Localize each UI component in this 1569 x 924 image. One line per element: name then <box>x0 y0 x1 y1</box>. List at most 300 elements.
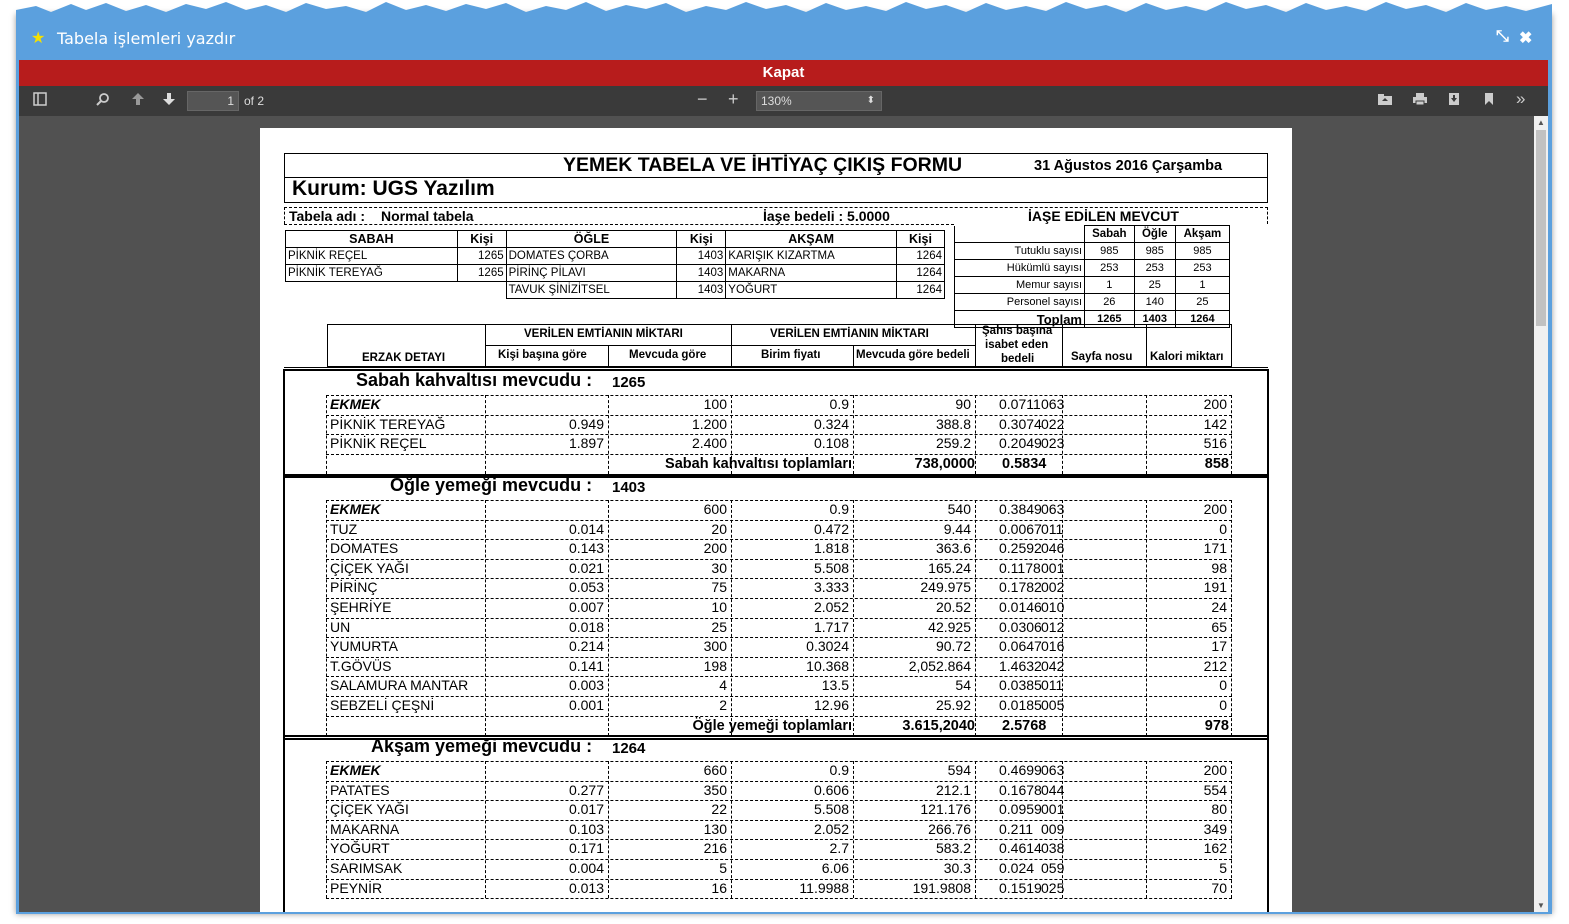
mevcut-header: Sabah <box>1085 226 1135 243</box>
menu-cell: 1403 <box>677 265 726 282</box>
item-row <box>326 637 1232 657</box>
item-sahis: 0.0385 <box>999 677 1042 694</box>
item-value: 100 <box>703 396 727 412</box>
item-value: 259.2 <box>935 435 971 452</box>
print-icon[interactable] <box>1412 92 1428 110</box>
mevcut-cell: 25 <box>1134 277 1175 294</box>
item-value: 2.400 <box>691 435 727 452</box>
item-value: 594 <box>947 762 971 778</box>
item-value: 121.176 <box>920 801 971 818</box>
mevcut-cell: 26 <box>1085 294 1135 311</box>
menu-cell: TAVUK ŞİNİZİTSEL <box>506 282 677 299</box>
item-value: 0 <box>1219 520 1227 537</box>
zoom-out-icon[interactable]: − <box>697 89 708 109</box>
item-value: 0.014 <box>568 520 604 537</box>
item-row <box>326 520 1232 540</box>
menu-row <box>286 248 945 265</box>
item-value: 165.24 <box>928 559 971 576</box>
item-value: 25 <box>711 618 727 635</box>
next-page-icon[interactable] <box>162 92 176 110</box>
item-value: 130 <box>703 820 727 837</box>
item-value: 600 <box>703 501 727 517</box>
mevcut-row <box>955 277 1230 294</box>
item-value: 98 <box>1211 559 1227 576</box>
item-value: 516 <box>1203 435 1227 452</box>
item-sahis: 0.0306 <box>999 618 1042 635</box>
menu-header: SABAH <box>286 231 458 248</box>
menu-cell: PİKNİK TEREYAĞ <box>286 265 458 282</box>
item-value: 5 <box>719 860 727 876</box>
title-bar <box>16 14 1552 60</box>
menu-cell: PİKNİK REÇEL <box>286 248 458 265</box>
item-value: 0.004 <box>568 860 604 876</box>
item-value: 0 <box>1219 697 1227 713</box>
menu-cell: DOMATES ÇORBA <box>506 248 677 265</box>
col-sahis-1: Şahıs başına <box>982 325 1053 337</box>
pdf-toolbar <box>19 86 1548 116</box>
item-value: 191.9808 <box>912 879 971 896</box>
kurum-label: Kurum: UGS Yazılım <box>292 177 495 200</box>
item-value: 2.052 <box>813 820 849 837</box>
mevcut-cell: 140 <box>1134 294 1175 311</box>
item-sahis: 0.0711 <box>999 396 1041 412</box>
form-title: YEMEK TABELA VE İHTİYAÇ ÇIKIŞ FORMU <box>563 154 963 176</box>
item-name: PİKNİK TEREYAĞ <box>330 415 446 432</box>
item-value: 80 <box>1211 801 1227 818</box>
item-value: 200 <box>1203 501 1227 517</box>
item-value: 0.214 <box>568 638 604 655</box>
item-sayfa: 010 <box>1041 599 1065 615</box>
mevcut-label: Personel sayısı <box>955 294 1085 311</box>
item-value: 191 <box>1203 579 1227 596</box>
item-value: 24 <box>1211 599 1227 615</box>
item-value: 9.44 <box>943 520 971 537</box>
item-sahis: 0.0959 <box>999 801 1042 818</box>
scroll-thumb[interactable] <box>1536 130 1546 326</box>
mevcut-label: Tutuklu sayısı <box>955 243 1085 260</box>
col-group1: VERİLEN EMTİANIN MİKTARI <box>524 328 683 340</box>
mevcut-cell: 253 <box>1085 260 1135 277</box>
item-sayfa: 063 <box>1041 762 1065 778</box>
item-sayfa: 001 <box>1041 801 1065 818</box>
col-group2: VERİLEN EMTİANIN MİKTARI <box>770 328 929 340</box>
item-name: EKMEK <box>330 396 381 412</box>
col-mevcud: Mevcuda göre <box>629 349 707 361</box>
item-name: YOĞURT <box>330 840 390 857</box>
menu-header: AKŞAM <box>726 231 897 248</box>
page-count: of 2 <box>244 94 265 108</box>
item-sahis: 0.3849 <box>999 501 1042 517</box>
item-value: 12.96 <box>813 697 849 713</box>
item-value: 266.76 <box>928 820 971 837</box>
col-mevcud-bedel: Mevcuda göre bedeli <box>856 349 970 361</box>
col-kalori: Kalori miktarı <box>1150 351 1224 363</box>
item-value: 0.143 <box>568 540 604 557</box>
item-sahis: 0.1178 <box>999 559 1041 576</box>
item-value: 216 <box>703 840 727 857</box>
mevcut-cell: 985 <box>1085 243 1135 260</box>
item-sayfa: 009 <box>1041 820 1065 837</box>
item-value: 0.003 <box>568 677 604 694</box>
item-sahis: 0.1782 <box>999 579 1042 596</box>
item-row <box>326 578 1232 598</box>
mevcut-cell: 253 <box>1175 260 1229 277</box>
mevcut-row <box>955 260 1230 277</box>
menu-cell: 1264 <box>896 265 944 282</box>
mevcut-cell: 1264 <box>1175 311 1229 328</box>
item-value: 0.3024 <box>806 638 849 655</box>
form-date: 31 Ağustos 2016 Çarşamba <box>1034 158 1223 174</box>
item-sayfa: 001 <box>1041 559 1065 576</box>
item-sahis: 0.3074 <box>999 415 1042 432</box>
item-value: 25.92 <box>935 697 971 713</box>
page-number-input[interactable] <box>187 91 239 111</box>
item-row <box>326 598 1232 618</box>
section-total-kalori: 858 <box>1204 455 1229 472</box>
item-value: 0.018 <box>568 618 604 635</box>
item-value: 350 <box>703 781 727 798</box>
item-sayfa: 044 <box>1041 781 1065 798</box>
item-value: 300 <box>703 638 727 655</box>
item-value: 10.368 <box>806 657 849 674</box>
item-sahis: 0.0067 <box>999 520 1042 537</box>
item-sayfa: 016 <box>1041 638 1065 655</box>
item-row <box>326 395 1232 415</box>
menu-header: Kişi <box>677 231 726 248</box>
close-icon[interactable]: ✖ <box>1519 30 1533 47</box>
col-sahis-2: isabet eden <box>985 339 1049 351</box>
item-row <box>326 559 1232 579</box>
item-value: 0.103 <box>568 820 604 837</box>
menu-cell: MAKARNA <box>726 265 897 282</box>
minimize-icon[interactable]: ⤡ <box>1496 28 1509 45</box>
item-name: TUZ <box>330 520 358 537</box>
item-row <box>326 657 1232 677</box>
item-sayfa: 022 <box>1041 415 1065 432</box>
previous-page-icon[interactable] <box>131 92 145 110</box>
item-sahis: 0.2592 <box>999 540 1042 557</box>
item-value: 0.021 <box>568 559 604 576</box>
item-value: 540 <box>947 501 971 517</box>
item-sahis: 0.1678 <box>999 781 1042 798</box>
menu-cell: 1265 <box>457 248 506 265</box>
mevcut-cell: 1403 <box>1134 311 1175 328</box>
item-value: 0.053 <box>568 579 604 596</box>
item-value: 0.9 <box>829 762 849 778</box>
item-sayfa: 025 <box>1041 879 1065 896</box>
item-value: 0.324 <box>813 415 849 432</box>
menu-header: Kişi <box>457 231 506 248</box>
item-value: 22 <box>711 801 727 818</box>
item-value: 75 <box>711 579 727 596</box>
item-name: PATATES <box>330 781 390 798</box>
item-value: 0.171 <box>568 840 604 857</box>
item-name: ŞEHRİYE <box>330 599 392 615</box>
item-row <box>326 820 1232 840</box>
item-sahis: 0.0647 <box>999 638 1042 655</box>
item-sahis: 0.0185 <box>999 697 1042 713</box>
item-row <box>326 539 1232 559</box>
item-row <box>326 800 1232 820</box>
section-total-sahis: 0.5834 <box>1002 455 1047 472</box>
menu-cell: 1403 <box>677 282 726 299</box>
item-name: EKMEK <box>330 501 381 517</box>
zoom-select[interactable] <box>756 91 882 111</box>
item-value: 5.508 <box>813 559 849 576</box>
item-sahis: 0.211 <box>999 820 1033 837</box>
item-row <box>326 434 1232 454</box>
section-title: Akşam yemeği mevcudu : <box>371 736 593 756</box>
section-total-bedel: 738,0000 <box>914 455 975 472</box>
item-value: 0.9 <box>829 396 849 412</box>
item-name: T.GÖVÜS <box>330 657 392 674</box>
item-sahis: 0.024 <box>999 860 1035 876</box>
item-value: 4 <box>719 677 727 694</box>
item-value: 10 <box>711 599 727 615</box>
mevcut-header: Öğle <box>1134 226 1175 243</box>
mevcut-cell: 1 <box>1085 277 1135 294</box>
pdf-viewer[interactable] <box>19 116 1548 912</box>
mevcut-header: Akşam <box>1175 226 1229 243</box>
item-value: 1.818 <box>813 540 849 557</box>
open-file-icon[interactable] <box>1377 92 1393 110</box>
item-sayfa: 059 <box>1041 860 1065 876</box>
col-sayfa: Sayfa nosu <box>1071 351 1133 363</box>
scroll-down-icon[interactable]: ▼ <box>1537 901 1545 910</box>
item-value: 249.975 <box>920 579 971 596</box>
zoom-value: 130% <box>761 94 792 108</box>
item-sayfa: 011 <box>1041 520 1064 537</box>
item-row <box>326 676 1232 696</box>
item-value: 13.5 <box>821 677 849 694</box>
item-value: 0 <box>1219 677 1227 694</box>
item-value: 200 <box>703 540 727 557</box>
item-value: 2,052.864 <box>908 657 971 674</box>
item-value: 0.9 <box>829 501 849 517</box>
menu-cell <box>457 282 506 299</box>
item-value: 0.141 <box>568 657 604 674</box>
item-sayfa: 038 <box>1041 840 1065 857</box>
section-count: 1264 <box>612 740 646 757</box>
item-value: 3.333 <box>813 579 849 596</box>
menu-cell: PİRİNÇ PİLAVI <box>506 265 677 282</box>
item-value: 16 <box>711 879 727 896</box>
item-sahis: 1.4632 <box>999 657 1042 674</box>
item-name: PİRİNÇ <box>330 579 378 596</box>
item-row <box>326 859 1232 879</box>
item-row <box>326 879 1232 899</box>
item-value: 198 <box>703 657 727 674</box>
item-name: SALAMURA MANTAR <box>330 677 469 694</box>
item-name: ÇİÇEK YAĞI <box>330 559 409 576</box>
item-sayfa: 012 <box>1041 618 1065 635</box>
item-sayfa: 002 <box>1041 579 1065 596</box>
item-sayfa: 063 <box>1041 396 1065 412</box>
iase-bedeli: İaşe bedeli : 5.0000 <box>763 208 890 224</box>
item-sayfa: 005 <box>1041 697 1065 713</box>
item-name: UN <box>330 618 351 635</box>
item-name: MAKARNA <box>330 820 400 837</box>
scroll-up-icon[interactable]: ▲ <box>1537 118 1545 127</box>
item-name: DOMATES <box>330 540 399 557</box>
item-value: 212 <box>1203 657 1227 674</box>
menu-cell <box>286 282 458 299</box>
mevcut-cell: 985 <box>1175 243 1229 260</box>
section-total-label: Öğle yemeği toplamları <box>692 717 852 734</box>
mevcut-cell: 1265 <box>1085 311 1135 328</box>
item-value: 5 <box>1219 860 1227 876</box>
item-sahis: 0.4699 <box>999 762 1042 778</box>
item-value: 200 <box>1203 396 1227 412</box>
item-value: 0.108 <box>813 435 849 452</box>
section-title: Öğle yemeği mevcudu : <box>390 475 593 495</box>
item-row <box>326 761 1232 781</box>
item-name: PİKNİK REÇEL <box>330 435 427 452</box>
mevcut-table <box>954 225 1230 328</box>
item-value: 660 <box>703 762 727 778</box>
item-value: 0.277 <box>568 781 604 798</box>
menu-cell: 1264 <box>896 282 944 299</box>
item-sayfa: 063 <box>1041 501 1065 517</box>
item-value: 1.200 <box>691 415 727 432</box>
vertical-scrollbar[interactable] <box>1534 116 1548 912</box>
chevron-updown-icon: ⬍ <box>866 95 875 106</box>
zoom-in-icon[interactable]: + <box>728 89 739 109</box>
item-value: 554 <box>1203 781 1227 798</box>
tabela-value: Normal tabela <box>381 208 474 224</box>
item-sayfa: 042 <box>1041 657 1065 674</box>
item-value: 30 <box>711 559 727 576</box>
mevcut-cell: 25 <box>1175 294 1229 311</box>
item-value: 20 <box>711 520 727 537</box>
item-row <box>326 696 1232 716</box>
mevcut-row <box>955 243 1230 260</box>
item-value: 583.2 <box>935 840 971 857</box>
section-title: Sabah kahvaltısı mevcudu : <box>356 370 593 390</box>
item-name: EKMEK <box>330 762 381 778</box>
item-value: 11.9988 <box>799 879 849 896</box>
item-name: YUMURTA <box>330 638 398 655</box>
menu-cell: 1403 <box>677 248 726 265</box>
menu-cell: YOĞURT <box>726 282 897 299</box>
sidebar-toggle-icon[interactable] <box>33 92 47 110</box>
menu-row <box>286 265 945 282</box>
section-total-kalori: 978 <box>1204 717 1229 734</box>
item-sayfa: 023 <box>1041 435 1065 452</box>
search-icon[interactable] <box>96 92 110 110</box>
item-value: 0.007 <box>568 599 604 615</box>
item-value: 1.717 <box>813 618 849 635</box>
item-sahis: 0.4614 <box>999 840 1042 857</box>
item-name: PEYNİR <box>330 879 383 896</box>
menu-table <box>285 230 945 299</box>
item-value: 388.8 <box>935 415 971 432</box>
mevcut-cell: 1 <box>1175 277 1229 294</box>
item-sahis: 0.2049 <box>999 435 1042 452</box>
section-total-bedel: 3.615,2040 <box>902 717 975 734</box>
item-value: 65 <box>1211 618 1227 635</box>
menu-cell: 1265 <box>457 265 506 282</box>
item-value: 0.472 <box>813 520 849 537</box>
download-icon[interactable] <box>1447 92 1461 110</box>
item-row <box>326 781 1232 801</box>
item-value: 162 <box>1203 840 1227 857</box>
bookmark-icon[interactable] <box>1483 92 1495 110</box>
mevcut-label: Hükümlü sayısı <box>955 260 1085 277</box>
item-value: 200 <box>1203 762 1227 778</box>
item-value: 54 <box>955 677 971 694</box>
item-value: 30.3 <box>943 860 971 876</box>
item-value: 20.52 <box>935 599 971 615</box>
section-total-sahis: 2.5768 <box>1002 717 1047 734</box>
item-value: 0.001 <box>568 697 604 713</box>
item-value: 6.06 <box>821 860 849 876</box>
item-row <box>326 415 1232 435</box>
item-name: ÇİÇEK YAĞI <box>330 801 409 818</box>
item-value: 0.606 <box>813 781 849 798</box>
col-sahis-3: bedeli <box>1001 353 1035 365</box>
pdf-page <box>260 128 1292 912</box>
section-total-label: Sabah kahvaltısı toplamları <box>665 455 852 472</box>
item-value: 1.897 <box>568 435 604 452</box>
item-value: 0.949 <box>568 415 604 432</box>
item-value: 42.925 <box>928 618 971 635</box>
item-value: 90.72 <box>935 638 971 655</box>
item-value: 90 <box>955 396 971 412</box>
mevcut-cell: 253 <box>1134 260 1175 277</box>
mevcut-row <box>955 294 1230 311</box>
item-name: SARIMSAK <box>330 860 403 876</box>
item-sahis: 0.0146 <box>999 599 1042 615</box>
item-row <box>326 839 1232 859</box>
col-erzak: ERZAK DETAYI <box>362 352 446 364</box>
item-row <box>326 500 1232 520</box>
tabela-label: Tabela adı : <box>289 208 365 224</box>
item-value: 171 <box>1203 540 1227 557</box>
item-sayfa: 046 <box>1041 540 1065 557</box>
section-count: 1265 <box>612 374 646 391</box>
item-value: 2.052 <box>813 599 849 615</box>
item-value: 349 <box>1203 820 1227 837</box>
mevcut-cell: 985 <box>1134 243 1175 260</box>
mevcut-label: Memur sayısı <box>955 277 1085 294</box>
item-value: 17 <box>1211 638 1227 655</box>
item-value: 212.1 <box>935 781 971 798</box>
print-dialog-window <box>16 14 1552 914</box>
tools-menu-icon[interactable]: » <box>1516 89 1526 108</box>
col-kisi: Kişi başına göre <box>498 349 587 361</box>
menu-cell: KARIŞIK KIZARTMA <box>726 248 897 265</box>
item-value: 5.508 <box>813 801 849 818</box>
item-sayfa: 011 <box>1041 677 1064 694</box>
item-value: 363.6 <box>935 540 971 557</box>
menu-cell: 1264 <box>896 248 944 265</box>
item-value: 2 <box>719 697 727 713</box>
item-row <box>326 618 1232 638</box>
item-value: 70 <box>1211 879 1227 896</box>
item-value: 0.013 <box>568 879 604 896</box>
col-birim: Birim fiyatı <box>761 349 821 361</box>
menu-header: Kişi <box>896 231 944 248</box>
menu-row <box>286 282 945 299</box>
item-name: SEBZELİ ÇEŞNİ <box>330 697 435 713</box>
window-title: Tabela işlemleri yazdır <box>57 29 236 48</box>
item-value: 142 <box>1203 415 1227 432</box>
item-sahis: 0.1519 <box>999 879 1042 896</box>
item-value: 0.017 <box>568 801 604 818</box>
close-button[interactable]: Kapat <box>19 60 1548 86</box>
star-icon: ★ <box>31 30 46 47</box>
